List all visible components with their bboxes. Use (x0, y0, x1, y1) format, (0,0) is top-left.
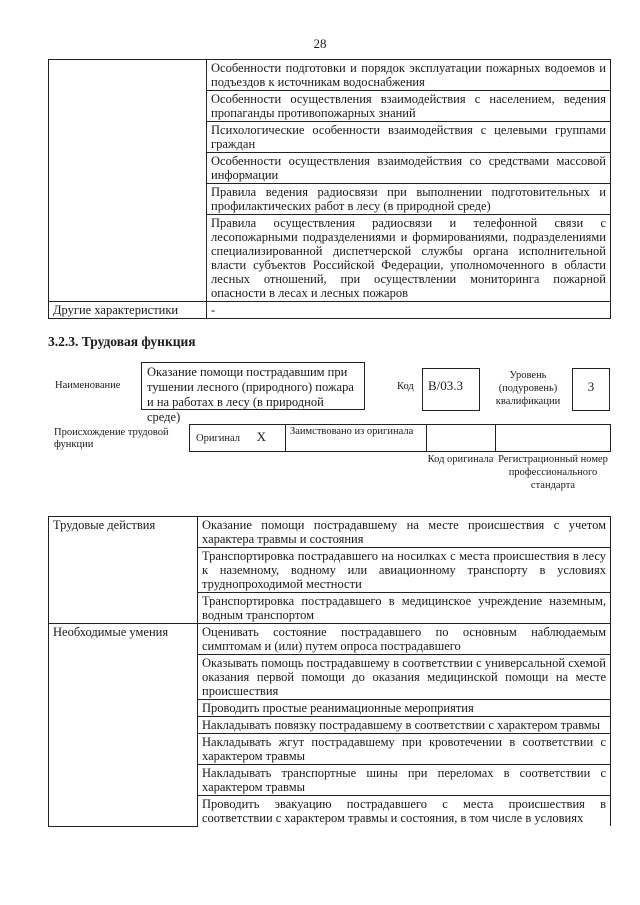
name-label: Наименование (55, 380, 121, 391)
skill-item: Проводить простые реанимационные мероприятия (198, 700, 611, 717)
section-title: 3.2.3. Трудовая функция (48, 334, 196, 349)
knowledge-item: Особенности осуществления взаимодействия с населением, ведения пропаганды противопожарных знаний (207, 91, 611, 122)
knowledge-item: Особенности осуществления взаимодействия со средствами массовой информации (207, 153, 611, 184)
knowledge-label-cell (49, 60, 207, 302)
action-item: Оказание помощи пострадавшему на месте происшествия с учетом характера травмы и состояния (198, 517, 611, 548)
original-cell (190, 425, 286, 452)
code-label: Код (397, 381, 414, 392)
knowledge-item: Психологические особенности взаимодействия с целевыми группами граждан (207, 122, 611, 153)
registration-caption: Регистрационный номер профессионального стандарта (498, 454, 608, 491)
knowledge-item: Правила ведения радиосвязи при выполнении подготовительных и профилактических работ в лесу (в природной среде) (207, 184, 611, 215)
level-label: Уровень (подуровень) квалификации (495, 370, 561, 407)
original-label: Оригинал (196, 433, 240, 444)
skills-label: Необходимые умения (49, 624, 198, 827)
knowledge-item: Особенности подготовки и порядок эксплуатации пожарных водоемов и подъездов к источникам водоснабжения (207, 60, 611, 91)
skill-item: Оценивать состояние пострадавшего по основным наблюдаемым симптомам и (или) путем опроса пострадавшего (198, 624, 611, 655)
level-value-box: 3 (572, 368, 610, 411)
skill-item: Накладывать жгут пострадавшему при кровотечении в соответствии с характером травмы (198, 734, 611, 765)
original-code-cell (427, 425, 496, 452)
skill-item: Накладывать повязку пострадавшему в соответствии с характером травмы (198, 717, 611, 734)
knowledge-table (48, 59, 611, 319)
actions-label: Трудовые действия (49, 517, 198, 624)
action-item: Транспортировка пострадавшего в медицинское учреждение наземным, водным транспортом (198, 593, 611, 624)
skill-item: Накладывать транспортные шины при переломах в соответствии с характером травмы (198, 765, 611, 796)
code-caption: Код оригинала (427, 454, 494, 465)
function-details-table (48, 516, 611, 827)
registration-number-cell (496, 425, 611, 452)
origin-table (189, 424, 611, 452)
original-mark: X (256, 429, 267, 444)
borrowed-cell: Заимствовано из оригинала (286, 425, 427, 452)
function-name-box: Оказание помощи пострадавшим при тушении лесного (природного) пожара и на работах в лесу (в природной среде) (141, 362, 365, 410)
page-number: 28 (313, 36, 327, 51)
function-code-box: B/03.3 (422, 368, 480, 411)
skill-item: Проводить эвакуацию пострадавшего с места происшествия в соответствии с характером травмы и состояния, в том числе в условиях (198, 796, 611, 827)
skill-item: Оказывать помощь пострадавшему в соответствии с универсальной схемой оказания первой помощи до оказания медицинской помощи на месте происшествия (198, 655, 611, 700)
knowledge-item: Правила осуществления радиосвязи и телефонной связи с лесопожарными подразделениями и формированиями, подразделениями специализированной диспетчерской службы органа исполнительной власти субъектов Российской Федерации, уполномоченного в области лесных отношений, при осуществлении мониторинга пожарной опасности в лесах и лесных пожаров (207, 215, 611, 302)
other-characteristics-label: Другие характеристики (49, 302, 207, 319)
other-characteristics-value: - (207, 302, 611, 319)
action-item: Транспортировка пострадавшего на носилках с места происшествия в лесу к наземному, водному или авиационному транспорту в условиях труднопроходимой местности (198, 548, 611, 593)
origin-label: Происхождение трудовой функции (54, 427, 169, 450)
